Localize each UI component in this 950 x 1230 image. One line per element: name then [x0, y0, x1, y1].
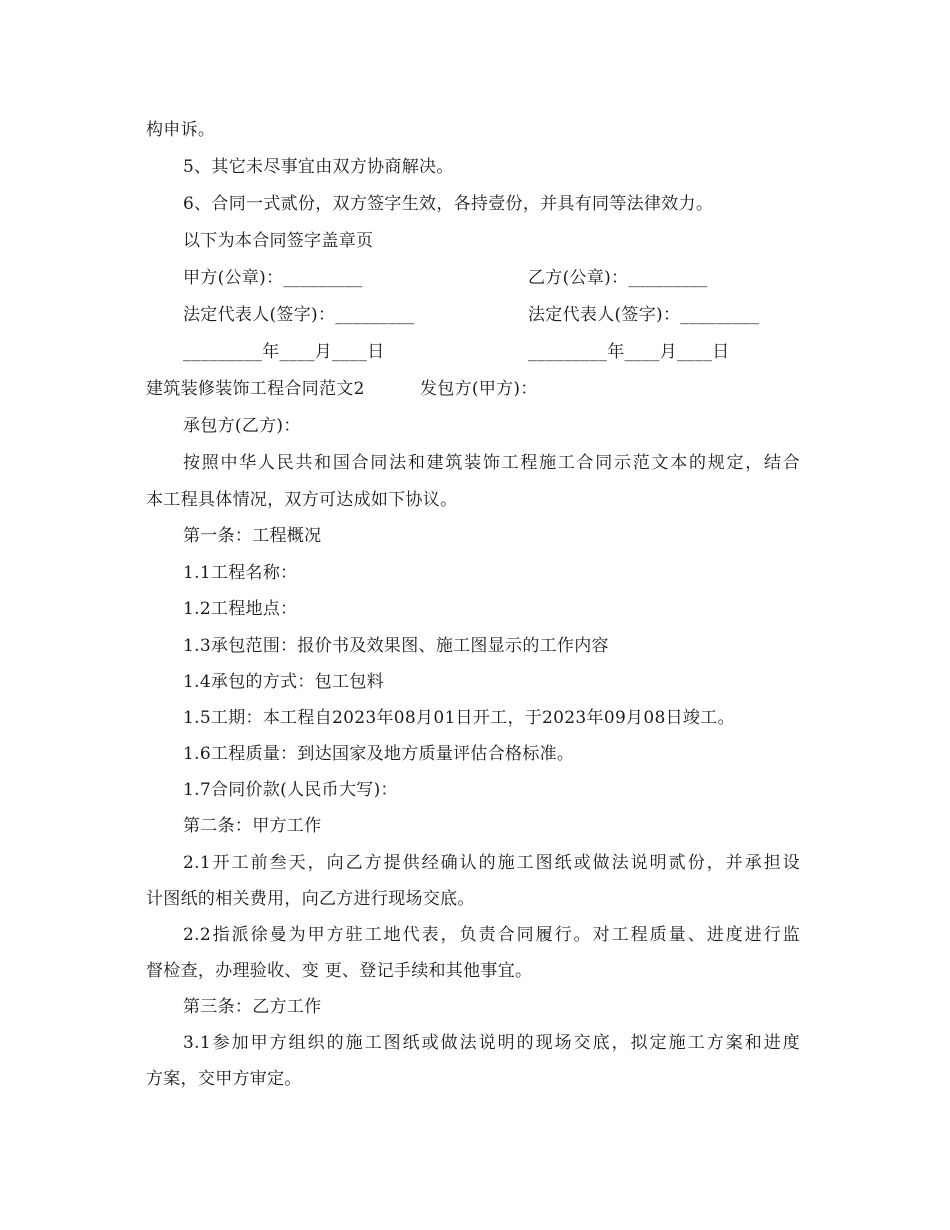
clause-3-1-line: 3.1参加甲方组织的施工图纸或做法说明的现场交底，拟定施工方案和进度	[183, 1033, 800, 1053]
clause-2-2-line: 2.2指派徐曼为甲方驻工地代表，负责合同履行。对工程质量、进度进行监	[183, 925, 800, 945]
clause-6: 6、合同一式贰份，双方签字生效，各持壹份，并具有同等法律效力。	[183, 194, 714, 214]
party-a-seal: 甲方(公章)：_________	[183, 268, 363, 288]
clause-1-5: 1.5工期：本工程自2023年08月01日开工，于2023年09月08日竣工。	[183, 708, 735, 728]
article-3-heading: 第三条：乙方工作	[183, 997, 322, 1017]
clause-2-2-line: 督检查，办理验收、变 更、登记手续和其他事宜。	[146, 961, 533, 981]
clause-1-6: 1.6工程质量：到达国家及地方质量评估合格标准。	[183, 744, 575, 764]
clause-2-1-line: 2.1开工前叁天，向乙方提供经确认的施工图纸或做法说明贰份，并承担设	[183, 853, 800, 873]
party-b-date: _________年____月____日	[528, 342, 730, 362]
article-1-heading: 第一条：工程概况	[183, 526, 322, 546]
employer-label: 发包方(甲方)：	[420, 379, 538, 399]
clause-2-1-line: 计图纸的相关费用，向乙方进行现场交底。	[146, 889, 475, 909]
party-b-representative: 法定代表人(签字)：_________	[528, 305, 760, 325]
intro-paragraph-line: 本工程具体情况，双方可达成如下协议。	[146, 490, 458, 510]
clause-1-7: 1.7合同价款(人民币大写)：	[183, 780, 398, 800]
contract-2-title: 建筑装修装饰工程合同范文2	[146, 379, 365, 399]
contractor-label: 承包方(乙方)：	[183, 416, 301, 436]
clause-1-4: 1.4承包的方式：包工包料	[183, 672, 384, 692]
signature-page-note: 以下为本合同签字盖章页	[183, 231, 374, 251]
article-2-heading: 第二条：甲方工作	[183, 816, 322, 836]
party-b-seal: 乙方(公章)：_________	[528, 268, 708, 288]
clause-1-2: 1.2工程地点：	[183, 599, 298, 619]
clause-3-1-line: 方案，交甲方审定。	[146, 1069, 302, 1089]
clause-1-3: 1.3承包范围：报价书及效果图、施工图显示的工作内容	[183, 636, 609, 656]
intro-paragraph-line: 按照中华人民共和国合同法和建筑装饰工程施工合同示范文本的规定，结合	[183, 453, 800, 473]
party-a-date: _________年____月____日	[183, 342, 385, 362]
clause-5: 5、其它未尽事宜由双方协商解决。	[183, 157, 454, 177]
clause-1-1: 1.1工程名称：	[183, 563, 298, 583]
text-line: 构申诉。	[146, 120, 216, 140]
party-a-representative: 法定代表人(签字)：_________	[183, 305, 415, 325]
